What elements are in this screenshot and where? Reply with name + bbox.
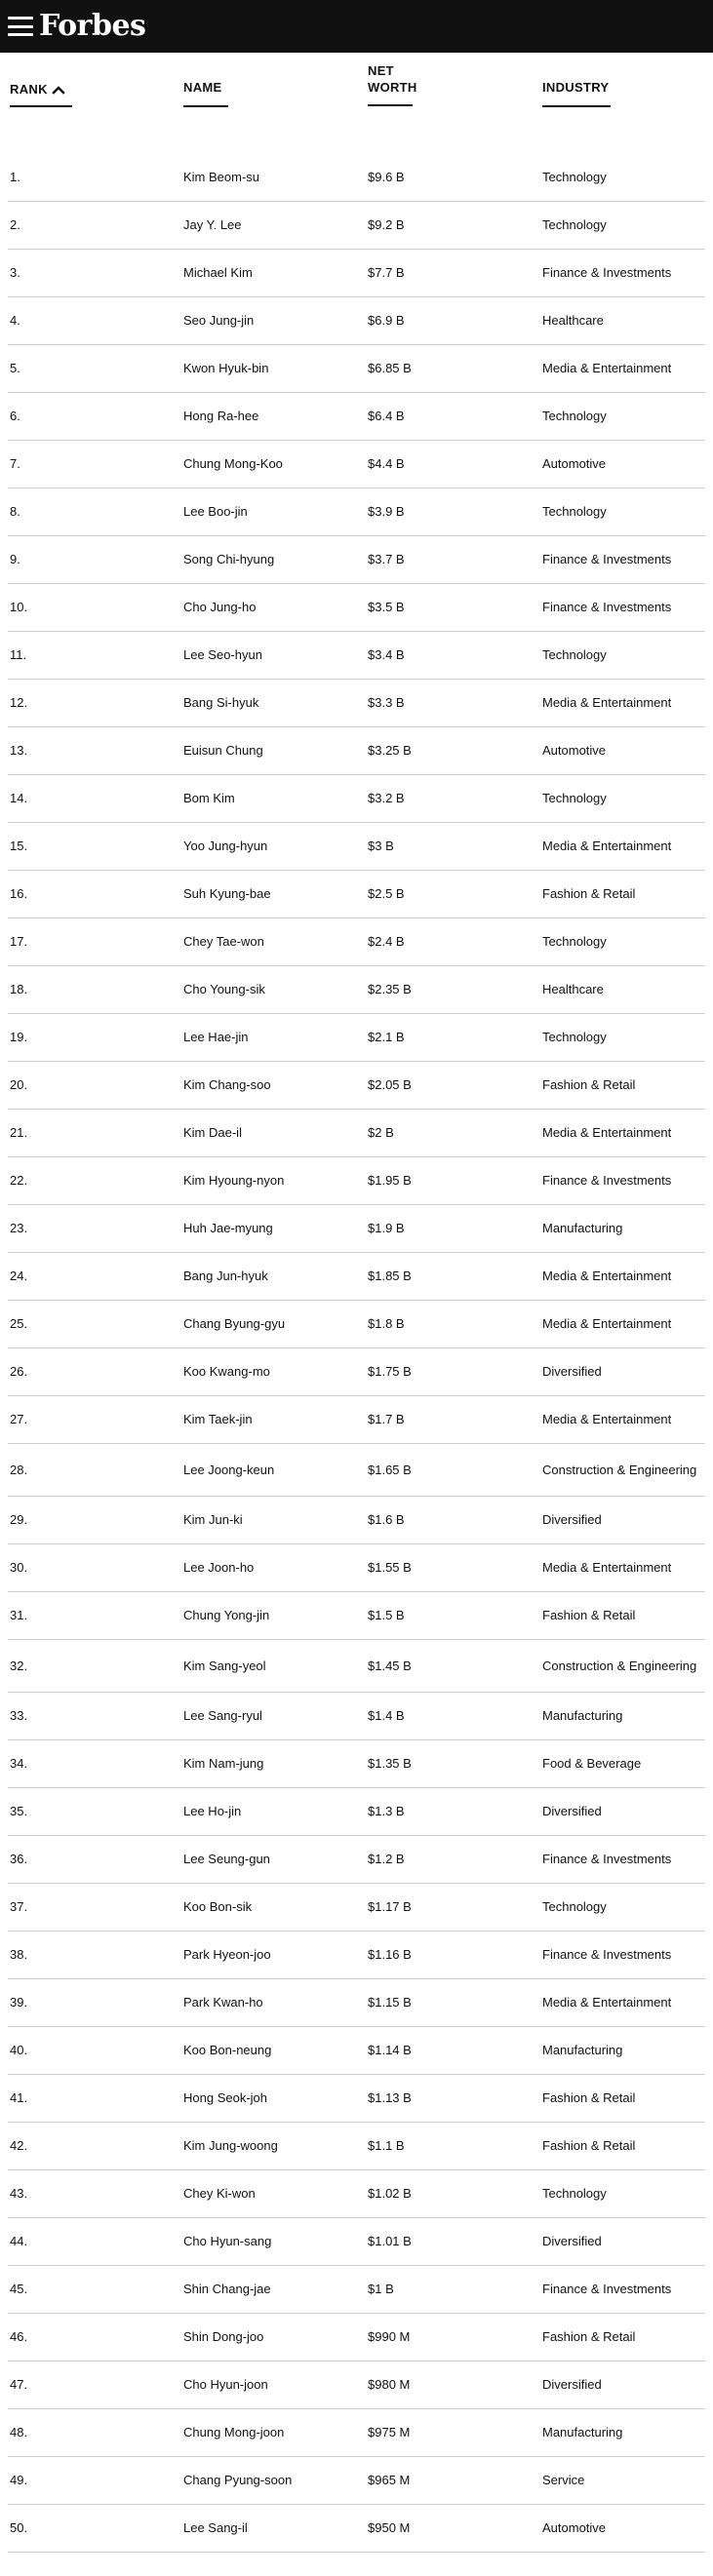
table-row[interactable]	[8, 1301, 705, 1348]
net-worth-cell: $1.35 B	[368, 1756, 412, 1771]
rank-cell: 50.	[10, 2520, 28, 2535]
table-row[interactable]	[8, 1497, 705, 1544]
industry-cell: Fashion & Retail	[542, 2090, 636, 2105]
net-worth-cell: $3 B	[368, 839, 394, 853]
rank-cell: 48.	[10, 2425, 28, 2439]
industry-cell: Diversified	[542, 2377, 602, 2392]
table-row[interactable]	[8, 2218, 705, 2266]
net-worth-cell: $2.05 B	[368, 1077, 412, 1092]
name-cell: Lee Seo-hyun	[183, 647, 262, 662]
net-worth-cell: $1 B	[368, 2282, 394, 2296]
name-cell: Kim Jun-ki	[183, 1512, 243, 1527]
rank-cell: 44.	[10, 2234, 28, 2248]
rank-cell: 34.	[10, 1756, 28, 1771]
table-row[interactable]	[8, 1205, 705, 1253]
name-cell: Hong Seok-joh	[183, 2090, 267, 2105]
rank-cell: 39.	[10, 1995, 28, 2010]
table-row[interactable]	[8, 2314, 705, 2361]
rank-cell: 32.	[10, 1658, 28, 1673]
rank-cell: 3.	[10, 265, 20, 280]
table-row[interactable]	[8, 871, 705, 918]
industry-cell: Media & Entertainment	[542, 1995, 672, 2010]
name-cell: Euisun Chung	[183, 743, 263, 758]
rank-cell: 19.	[10, 1030, 28, 1044]
name-cell: Chey Tae-won	[183, 934, 264, 949]
net-worth-cell: $1.14 B	[368, 2043, 412, 2057]
forbes-logo[interactable]: Forbes	[39, 9, 146, 43]
rank-cell: 22.	[10, 1173, 28, 1188]
name-cell: Koo Kwang-mo	[183, 1364, 270, 1379]
net-worth-cell: $1.17 B	[368, 1899, 412, 1914]
industry-cell: Finance & Investments	[542, 1173, 672, 1188]
chevron-up-icon	[52, 85, 65, 95]
table-row[interactable]	[8, 584, 705, 632]
industry-cell: Manufacturing	[542, 2425, 623, 2439]
industry-cell: Healthcare	[542, 982, 604, 996]
industry-cell: Technology	[542, 2186, 607, 2201]
name-cell: Cho Hyun-joon	[183, 2377, 268, 2392]
table-row[interactable]	[8, 1253, 705, 1301]
industry-cell: Media & Entertainment	[542, 361, 672, 375]
hamburger-menu-icon[interactable]	[8, 17, 33, 36]
table-row[interactable]	[8, 2123, 705, 2170]
name-cell: Chung Yong-jin	[183, 1608, 270, 1622]
rank-header-underline	[10, 105, 72, 107]
table-row[interactable]	[8, 441, 705, 488]
rank-cell: 13.	[10, 743, 28, 758]
table-row[interactable]	[8, 393, 705, 441]
table-row[interactable]	[8, 345, 705, 393]
rank-cell: 12.	[10, 695, 28, 710]
name-cell: Lee Boo-jin	[183, 504, 248, 519]
net-worth-cell: $950 M	[368, 2520, 411, 2535]
name-cell: Lee Ho-jin	[183, 1804, 242, 1818]
industry-cell: Technology	[542, 647, 607, 662]
industry-cell: Automotive	[542, 743, 607, 758]
rank-column-header[interactable]	[10, 81, 72, 107]
name-cell: Bom Kim	[183, 791, 235, 805]
name-column-header[interactable]	[183, 79, 228, 107]
table-row[interactable]	[8, 727, 705, 775]
rank-cell: 33.	[10, 1708, 28, 1723]
rank-cell: 38.	[10, 1947, 28, 1962]
net-worth-cell: $6.9 B	[368, 313, 405, 328]
name-cell: Jay Y. Lee	[183, 217, 242, 232]
table-row[interactable]	[8, 632, 705, 680]
rank-cell: 4.	[10, 313, 20, 328]
industry-cell: Diversified	[542, 1512, 602, 1527]
table-row[interactable]	[8, 1592, 705, 1640]
industry-cell: Service	[542, 2473, 585, 2487]
rank-cell: 49.	[10, 2473, 28, 2487]
table-row[interactable]	[8, 1014, 705, 1062]
net-worth-cell: $9.6 B	[368, 170, 405, 184]
industry-cell: Healthcare	[542, 313, 604, 328]
net-worth-cell: $2.1 B	[368, 1030, 405, 1044]
name-cell: Hong Ra-hee	[183, 409, 259, 423]
name-cell: Kwon Hyuk-bin	[183, 361, 269, 375]
net-worth-cell: $6.85 B	[368, 361, 412, 375]
industry-cell: Manufacturing	[542, 1708, 623, 1723]
name-cell: Chung Mong-joon	[183, 2425, 285, 2439]
industry-cell: Finance & Investments	[542, 2282, 672, 2296]
industry-header-underline	[542, 105, 611, 107]
name-cell: Yoo Jung-hyun	[183, 839, 268, 853]
name-cell: Lee Sang-ryul	[183, 1708, 262, 1723]
net-worth-cell: $3.2 B	[368, 791, 405, 805]
net-worth-cell: $1.9 B	[368, 1221, 405, 1235]
table-row[interactable]	[8, 2505, 705, 2553]
table-row[interactable]	[8, 918, 705, 966]
rank-cell: 15.	[10, 839, 28, 853]
net-worth-cell: $1.85 B	[368, 1268, 412, 1283]
table-row[interactable]	[8, 1062, 705, 1110]
industry-cell: Media & Entertainment	[542, 1412, 672, 1426]
table-row[interactable]	[8, 775, 705, 823]
table-row[interactable]	[8, 1348, 705, 1396]
net-worth-cell: $2.5 B	[368, 886, 405, 901]
rank-cell: 16.	[10, 886, 28, 901]
rank-cell: 27.	[10, 1412, 28, 1426]
table-row[interactable]	[8, 202, 705, 250]
industry-cell: Media & Entertainment	[542, 1125, 672, 1140]
net-worth-cell: $1.6 B	[368, 1512, 405, 1527]
net-worth-cell: $980 M	[368, 2377, 411, 2392]
name-cell: Song Chi-hyung	[183, 552, 275, 566]
net-worth-cell: $1.95 B	[368, 1173, 412, 1188]
table-row[interactable]	[8, 1544, 705, 1592]
name-cell: Chang Byung-gyu	[183, 1316, 286, 1331]
name-cell: Chung Mong-Koo	[183, 456, 283, 471]
net-worth-cell: $1.13 B	[368, 2090, 412, 2105]
rank-cell: 6.	[10, 409, 20, 423]
name-cell: Koo Bon-neung	[183, 2043, 272, 2057]
industry-cell: Finance & Investments	[542, 1947, 672, 1962]
net-worth-cell: $2 B	[368, 1125, 394, 1140]
net-worth-cell: $1.16 B	[368, 1947, 412, 1962]
rank-cell: 7.	[10, 456, 20, 471]
rank-cell: 18.	[10, 982, 28, 996]
name-cell: Cho Jung-ho	[183, 600, 257, 614]
table-row[interactable]	[8, 488, 705, 536]
rank-cell: 47.	[10, 2377, 28, 2392]
net-worth-cell: $1.75 B	[368, 1364, 412, 1379]
rank-cell: 17.	[10, 934, 28, 949]
net-worth-header-label: NET WORTH	[368, 63, 417, 95]
net-worth-cell: $1.2 B	[368, 1852, 405, 1866]
net-worth-cell: $3.3 B	[368, 695, 405, 710]
name-cell: Shin Chang-jae	[183, 2282, 271, 2296]
table-row[interactable]	[8, 1157, 705, 1205]
industry-cell: Fashion & Retail	[542, 2329, 636, 2344]
name-cell: Michael Kim	[183, 265, 253, 280]
net-worth-cell: $1.01 B	[368, 2234, 412, 2248]
table-row[interactable]	[8, 154, 705, 202]
name-cell: Kim Sang-yeol	[183, 1658, 266, 1673]
net-worth-cell: $3.5 B	[368, 600, 405, 614]
industry-cell: Diversified	[542, 1364, 602, 1379]
industry-cell: Technology	[542, 504, 607, 519]
rank-cell: 46.	[10, 2329, 28, 2344]
industry-cell: Diversified	[542, 2234, 602, 2248]
net-worth-cell: $1.65 B	[368, 1462, 412, 1477]
industry-cell: Food & Beverage	[542, 1756, 642, 1771]
table-header	[0, 53, 713, 154]
net-worth-cell: $9.2 B	[368, 217, 405, 232]
rank-cell: 29.	[10, 1512, 28, 1527]
industry-cell: Fashion & Retail	[542, 2138, 636, 2153]
name-cell: Lee Seung-gun	[183, 1852, 270, 1866]
net-worth-cell: $975 M	[368, 2425, 411, 2439]
name-cell: Park Kwan-ho	[183, 1995, 263, 2010]
rank-cell: 37.	[10, 1899, 28, 1914]
industry-cell: Diversified	[542, 1804, 602, 1818]
name-cell: Kim Nam-jung	[183, 1756, 264, 1771]
name-cell: Kim Dae-il	[183, 1125, 242, 1140]
site-header	[0, 0, 713, 53]
rank-cell: 2.	[10, 217, 20, 232]
rank-cell: 14.	[10, 791, 28, 805]
rank-cell: 36.	[10, 1852, 28, 1866]
rank-cell: 45.	[10, 2282, 28, 2296]
name-cell: Kim Beom-su	[183, 170, 260, 184]
industry-cell: Finance & Investments	[542, 552, 672, 566]
rank-cell: 11.	[10, 647, 27, 662]
net-worth-cell: $3.9 B	[368, 504, 405, 519]
rank-cell: 25.	[10, 1316, 28, 1331]
rank-cell: 23.	[10, 1221, 28, 1235]
industry-cell: Media & Entertainment	[542, 1560, 672, 1575]
industry-cell: Automotive	[542, 456, 607, 471]
industry-cell: Media & Entertainment	[542, 839, 672, 853]
net-worth-cell: $3.4 B	[368, 647, 405, 662]
industry-cell: Finance & Investments	[542, 1852, 672, 1866]
name-cell: Bang Si-hyuk	[183, 695, 259, 710]
industry-cell: Fashion & Retail	[542, 1608, 636, 1622]
industry-cell: Technology	[542, 1899, 607, 1914]
rank-cell: 30.	[10, 1560, 28, 1575]
table-row[interactable]	[8, 680, 705, 727]
net-worth-cell: $1.4 B	[368, 1708, 405, 1723]
name-cell: Kim Taek-jin	[183, 1412, 253, 1426]
net-worth-cell: $1.5 B	[368, 1608, 405, 1622]
table-row[interactable]	[8, 2170, 705, 2218]
rank-cell: 40.	[10, 2043, 28, 2057]
table-row[interactable]	[8, 1396, 705, 1444]
net-worth-cell: $2.35 B	[368, 982, 412, 996]
name-cell: Chey Ki-won	[183, 2186, 256, 2201]
net-worth-cell: $1.55 B	[368, 1560, 412, 1575]
net-worth-cell: $3.7 B	[368, 552, 405, 566]
name-header-underline	[183, 105, 228, 107]
net-worth-cell: $1.8 B	[368, 1316, 405, 1331]
table-row[interactable]	[8, 1740, 705, 1788]
table-row[interactable]	[8, 966, 705, 1014]
name-cell: Park Hyeon-joo	[183, 1947, 271, 1962]
net-worth-cell: $1.45 B	[368, 1658, 412, 1673]
name-cell: Kim Chang-soo	[183, 1077, 271, 1092]
industry-header-label: INDUSTRY	[542, 80, 610, 95]
name-cell: Chang Pyung-soon	[183, 2473, 293, 2487]
table-row[interactable]	[8, 1693, 705, 1740]
rank-cell: 41.	[10, 2090, 28, 2105]
rank-cell: 10.	[10, 600, 28, 614]
table-row[interactable]	[8, 1110, 705, 1157]
net-worth-column-header[interactable]	[368, 62, 417, 106]
industry-cell: Finance & Investments	[542, 600, 672, 614]
table-row[interactable]	[8, 2409, 705, 2457]
name-cell: Cho Hyun-sang	[183, 2234, 272, 2248]
industry-cell: Media & Entertainment	[542, 695, 672, 710]
industry-cell: Technology	[542, 170, 607, 184]
table-row[interactable]	[8, 1884, 705, 1932]
table-row[interactable]	[8, 823, 705, 871]
table-row[interactable]	[8, 2027, 705, 2075]
net-worth-cell: $7.7 B	[368, 265, 405, 280]
net-worth-header-underline	[368, 104, 413, 106]
industry-cell: Construction & Engineering	[542, 1658, 697, 1673]
rank-cell: 20.	[10, 1077, 28, 1092]
industry-cell: Technology	[542, 791, 607, 805]
billionaires-table	[0, 53, 713, 2553]
net-worth-cell: $4.4 B	[368, 456, 405, 471]
rank-cell: 21.	[10, 1125, 28, 1140]
table-row[interactable]	[8, 2266, 705, 2314]
rank-cell: 1.	[10, 170, 20, 184]
table-row[interactable]	[8, 2075, 705, 2123]
net-worth-cell: $1.15 B	[368, 1995, 412, 2010]
name-cell: Lee Hae-jin	[183, 1030, 249, 1044]
name-cell: Lee Sang-il	[183, 2520, 248, 2535]
rank-cell: 31.	[10, 1608, 28, 1622]
rank-cell: 42.	[10, 2138, 28, 2153]
table-row[interactable]	[8, 1640, 705, 1693]
table-row[interactable]	[8, 1836, 705, 1884]
table-row[interactable]	[8, 1979, 705, 2027]
name-cell: Shin Dong-joo	[183, 2329, 264, 2344]
rank-cell: 26.	[10, 1364, 28, 1379]
name-cell: Suh Kyung-bae	[183, 886, 271, 901]
industry-cell: Technology	[542, 409, 607, 423]
name-cell: Kim Hyoung-nyon	[183, 1173, 285, 1188]
industry-cell: Media & Entertainment	[542, 1316, 672, 1331]
rank-cell: 24.	[10, 1268, 28, 1283]
table-row[interactable]	[8, 297, 705, 345]
industry-cell: Automotive	[542, 2520, 607, 2535]
industry-cell: Media & Entertainment	[542, 1268, 672, 1283]
name-cell: Lee Joon-ho	[183, 1560, 255, 1575]
rank-cell: 43.	[10, 2186, 28, 2201]
industry-cell: Technology	[542, 217, 607, 232]
rank-header-label: RANK	[10, 82, 48, 97]
industry-cell: Fashion & Retail	[542, 1077, 636, 1092]
name-cell: Huh Jae-myung	[183, 1221, 273, 1235]
table-row[interactable]	[8, 1932, 705, 1979]
rank-cell: 9.	[10, 552, 20, 566]
table-row[interactable]	[8, 1788, 705, 1836]
net-worth-cell: $6.4 B	[368, 409, 405, 423]
name-cell: Kim Jung-woong	[183, 2138, 278, 2153]
name-cell: Lee Joong-keun	[183, 1462, 275, 1477]
name-cell: Bang Jun-hyuk	[183, 1268, 268, 1283]
name-cell: Seo Jung-jin	[183, 313, 255, 328]
name-header-label: NAME	[183, 80, 222, 95]
table-row[interactable]	[8, 1444, 705, 1497]
rank-cell: 35.	[10, 1804, 28, 1818]
table-row[interactable]	[8, 250, 705, 297]
net-worth-cell: $1.7 B	[368, 1412, 405, 1426]
net-worth-cell: $1.1 B	[368, 2138, 405, 2153]
table-row[interactable]	[8, 2361, 705, 2409]
net-worth-cell: $965 M	[368, 2473, 411, 2487]
table-row[interactable]	[8, 2457, 705, 2505]
net-worth-cell: $3.25 B	[368, 743, 412, 758]
rank-cell: 5.	[10, 361, 20, 375]
net-worth-cell: $1.3 B	[368, 1804, 405, 1818]
industry-cell: Manufacturing	[542, 2043, 623, 2057]
industry-cell: Technology	[542, 1030, 607, 1044]
table-row[interactable]	[8, 536, 705, 584]
name-cell: Cho Young-sik	[183, 982, 265, 996]
net-worth-cell: $990 M	[368, 2329, 411, 2344]
name-cell: Koo Bon-sik	[183, 1899, 253, 1914]
net-worth-cell: $2.4 B	[368, 934, 405, 949]
industry-cell: Construction & Engineering	[542, 1462, 697, 1477]
net-worth-cell: $1.02 B	[368, 2186, 412, 2201]
industry-cell: Fashion & Retail	[542, 886, 636, 901]
industry-cell: Manufacturing	[542, 1221, 623, 1235]
rank-cell: 8.	[10, 504, 20, 519]
industry-cell: Finance & Investments	[542, 265, 672, 280]
table-body	[0, 154, 713, 2553]
rank-cell: 28.	[10, 1462, 28, 1477]
industry-cell: Technology	[542, 934, 607, 949]
industry-column-header[interactable]	[542, 79, 611, 107]
